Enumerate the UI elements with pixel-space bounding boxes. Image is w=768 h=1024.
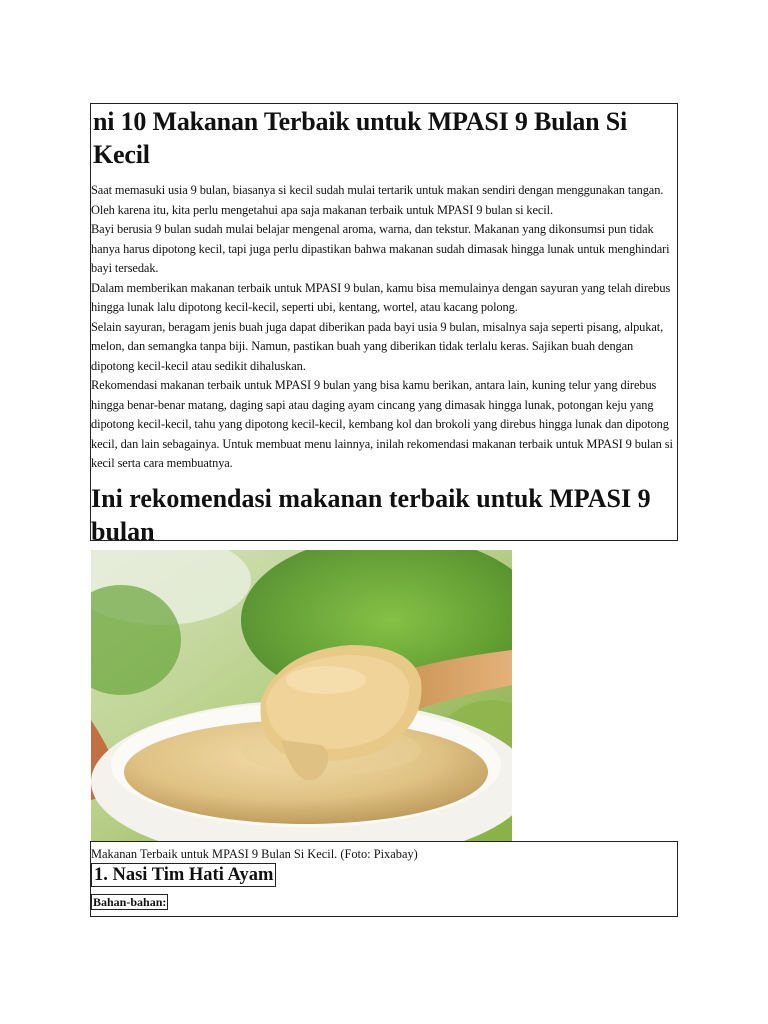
paragraph-4: Selain sayuran, beragam jenis buah juga dapat diberikan pada bayi usia 9 bulan, misalnya saja seperti pisang, alpukat, melon, dan semangka tanpa biji. Namun, pastikan buah yang diberikan tidak terlalu keras. Sajikan buah dengan dipotong kecil-kecil atau sedikit dihaluskan. — [91, 319, 664, 373]
puree-spoon-illustration — [91, 550, 512, 841]
paragraph-1: Saat memasuki usia 9 bulan, biasanya si kecil sudah mulai tertarik untuk makan sendiri dengan menggunakan tangan. Oleh karena itu, kita perlu mengetahui apa saja makanan terbaik untuk MPASI 9 bulan si kecil. — [91, 183, 664, 217]
recipe-block — [90, 841, 678, 917]
paragraph-2: Bayi berusia 9 bulan sudah mulai belajar mengenal aroma, warna, dan tekstur. Makanan yang dikonsumsi pun tidak hanya harus dipotong kecil, tapi juga perlu dipastikan bahwa makanan sudah dimasak hingga lunak untuk menghindari bayi tersedak. — [91, 222, 670, 275]
ingredients-label: Bahan-bahan: — [93, 895, 167, 909]
paragraph-5: Rekomendasi makanan terbaik untuk MPASI 9 bulan yang bisa kamu berikan, antara lain, kuning telur yang direbus hingga benar-benar matang, daging sapi atau daging ayam cincang yang dimasak hingga lunak, potongan keju yang dipotong kecil-kecil, tahu yang dipotong kecil-kecil, kembang kol dan brokoli yang direbus hingga lunak dan dipotong kecil, dan lain sebagainya. Untuk membuat menu lainnya, inilah rekomendasi makanan terbaik untuk MPASI 9 bulan si kecil serta cara membuatnya. — [91, 378, 673, 470]
section-heading: Ini rekomendasi makanan terbaik untuk MPASI 9 bulan — [91, 483, 651, 541]
article-title: ni 10 Makanan Terbaik untuk MPASI 9 Bulan Si Kecil — [93, 107, 628, 169]
food-photo — [91, 550, 512, 841]
paragraph-3: Dalam memberikan makanan terbaik untuk MPASI 9 bulan, kamu bisa memulainya dengan sayuran yang telah direbus hingga lunak lalu dipotong kecil-kecil, seperti ubi, kentang, wortel, atau kacang polong. — [91, 280, 671, 314]
article-intro-block — [90, 103, 678, 541]
recipe-title: 1. Nasi Tim Hati Ayam — [91, 863, 276, 887]
image-caption: Makanan Terbaik untuk MPASI 9 Bulan Si Kecil. (Foto: Pixabay) — [91, 847, 418, 861]
